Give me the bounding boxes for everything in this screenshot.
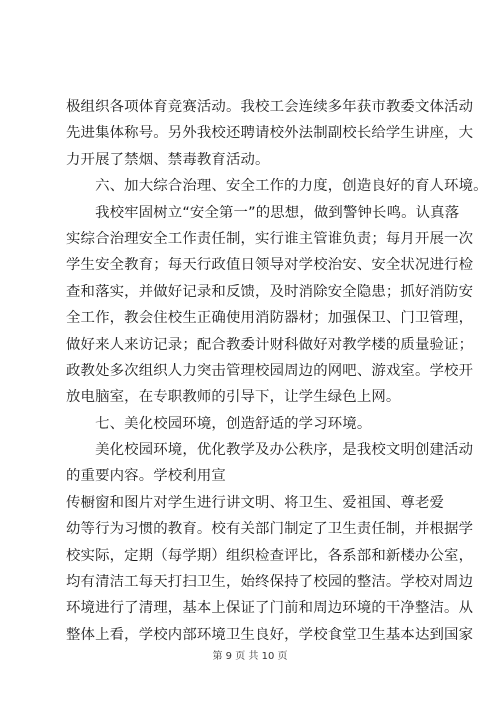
page-number-label: 第 9 页 共 10 页 — [212, 651, 288, 662]
text-line: 美化校园环境，优化教学及办公秩序，是我校文明创建活动 — [66, 442, 474, 459]
section-heading-seven: 七、美化校园环境，创造舒适的学习环境。 — [66, 415, 372, 432]
text-line: 均有清洁工每天打扫卫生，始终保持了校园的整洁。学校对周边 — [66, 574, 474, 591]
text-line: 整体上看，学校内部环境卫生良好，学校食堂卫生基本达到国家 — [66, 626, 474, 643]
page-footer — [0, 650, 500, 664]
text-line: 我校牢固树立“安全第一”的思想，做到警钟长鸣。认真落 — [66, 204, 460, 221]
text-line: 极组织各项体育竞赛活动。我校工会连续多年获市教委文体活动 — [66, 99, 474, 115]
text-line: 校实际，定期（每学期）组织检查评比，各系部和新楼办公室， — [66, 547, 474, 564]
text-line: 先进集体称号。另外我校还聘请校外法制副校长给学生讲座，大 — [66, 125, 474, 142]
text-line: 传橱窗和图片对学生进行讲文明、将卫生、爱祖国、尊老爱 — [66, 494, 445, 511]
document-body — [66, 94, 488, 648]
text-line: 幼等行为习惯的教育。校有关部门制定了卫生责任制，并根据学 — [66, 521, 474, 538]
text-line: 放电脑室，在专职教师的引导下，让学生绿色上网。 — [66, 389, 401, 406]
text-line: 实综合治理安全工作责任制，实行谁主管谁负责；每月开展一次 — [66, 230, 474, 247]
text-line: 政教处多次组织人力突击管理校园周边的网吧、游戏室。学校开 — [66, 362, 474, 379]
text-line: 学生安全教育；每天行政值日领导对学校治安、安全状况进行检 — [66, 257, 474, 274]
text-line: 全工作，教会住校生正确使用消防器材；加强保卫、门卫管理， — [66, 310, 474, 327]
text-line: 查和落实，并做好记录和反馈，及时消除安全隐患；抓好消防安 — [66, 283, 474, 300]
text-line: 力开展了禁烟、禁毒教育活动。 — [66, 151, 270, 168]
text-line: 的重要内容。学校利用宣 — [66, 468, 226, 485]
text-line: 环境进行了清理，基本上保证了门前和周边环境的干净整洁。从 — [66, 600, 474, 617]
section-heading-six: 六、加大综合治理、安全工作的力度，创造良好的育人环境。 — [66, 178, 488, 195]
text-line: 做好来人来访记录；配合教委计财科做好对教学楼的质量验证； — [66, 336, 474, 353]
